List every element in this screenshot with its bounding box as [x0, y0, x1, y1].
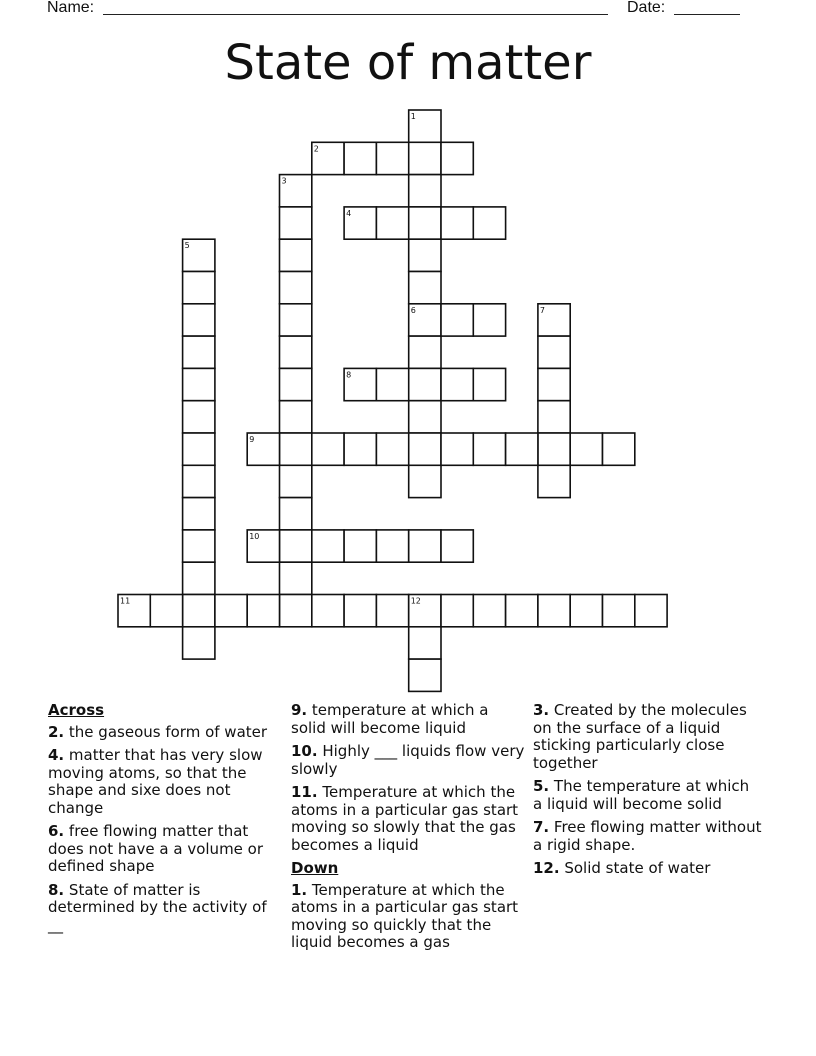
- name-label: Name:: [47, 0, 95, 16]
- grid-cell[interactable]: [473, 595, 505, 627]
- grid-cell[interactable]: [183, 401, 215, 433]
- clue-down-3: [533, 702, 763, 772]
- cell-number-label: 1: [410, 112, 416, 121]
- grid-cell[interactable]: [280, 433, 312, 465]
- clue-text: free flowing matter that does not have a a volume or defined shape: [48, 822, 264, 875]
- clues-column-1: [48, 702, 276, 940]
- cell-number-label: 4: [346, 208, 352, 218]
- clue-across-4: [48, 747, 276, 817]
- cell-number-label: 10: [249, 531, 260, 541]
- grid-cell[interactable]: [506, 433, 538, 465]
- clue-number: 1.: [291, 880, 308, 899]
- grid-cell[interactable]: [538, 368, 570, 400]
- grid-cell[interactable]: [538, 595, 570, 627]
- grid-cell[interactable]: [441, 142, 473, 174]
- cell-number-label: 7: [539, 305, 545, 315]
- grid-cell[interactable]: [376, 142, 408, 174]
- grid-cell[interactable]: [473, 304, 505, 336]
- clue-text: temperature at which a solid will become liquid: [291, 701, 489, 737]
- grid-cell[interactable]: [280, 465, 312, 497]
- cell-number-label: 3: [281, 176, 287, 186]
- page-title: State of matter: [224, 35, 592, 91]
- clue-number: 3.: [533, 701, 550, 719]
- clue-text: matter that has very slow moving atoms, so that the shape and sixe does not change: [48, 746, 263, 817]
- grid-cell[interactable]: [183, 368, 215, 400]
- date-label: Date:: [627, 0, 666, 16]
- grid-cell[interactable]: [280, 498, 312, 530]
- grid-cell[interactable]: [344, 433, 376, 465]
- grid-cell[interactable]: [183, 304, 215, 336]
- grid-cell[interactable]: [344, 530, 376, 562]
- grid-cell[interactable]: [409, 530, 441, 562]
- grid-cell[interactable]: [183, 498, 215, 530]
- cell-number-label: 5: [184, 241, 190, 251]
- clue-number: 10.: [291, 742, 318, 760]
- clue-text: The temperature at which a liquid will become solid: [533, 777, 750, 813]
- grid-cell[interactable]: [409, 465, 441, 497]
- clue-number: 4.: [48, 746, 65, 764]
- grid-cell[interactable]: [150, 595, 182, 627]
- clue-down-12: [533, 860, 763, 878]
- grid-cell[interactable]: [215, 595, 247, 627]
- grid-cell[interactable]: [280, 207, 312, 239]
- clue-text: Temperature at which the atoms in a particular gas start moving so slowly that the gas becomes a liquid: [291, 783, 519, 854]
- grid-cell[interactable]: [280, 368, 312, 400]
- grid-cell[interactable]: [183, 530, 215, 562]
- grid-cell[interactable]: [183, 562, 215, 594]
- clue-number: 6.: [48, 822, 65, 840]
- grid-cell[interactable]: [635, 595, 667, 627]
- grid-cell[interactable]: [312, 595, 344, 627]
- clue-text: Highly ___ liquids flow very slowly: [291, 742, 525, 778]
- clues-column-3: [533, 702, 763, 884]
- grid-cell[interactable]: [183, 627, 215, 659]
- grid-cell[interactable]: [280, 272, 312, 304]
- grid-cell[interactable]: [409, 433, 441, 465]
- grid-cell[interactable]: [280, 304, 312, 336]
- grid-cell[interactable]: [441, 368, 473, 400]
- grid-cell[interactable]: [603, 595, 635, 627]
- grid-cell[interactable]: [441, 433, 473, 465]
- grid-cell[interactable]: [183, 595, 215, 627]
- clue-across-2: [48, 724, 276, 742]
- grid-cell[interactable]: [409, 142, 441, 174]
- clue-number: 7.: [533, 818, 550, 836]
- grid-cell[interactable]: [376, 530, 408, 562]
- grid-cell[interactable]: [409, 272, 441, 304]
- clue-text: Free flowing matter without a rigid shape.: [533, 818, 762, 854]
- grid-cell[interactable]: [409, 239, 441, 271]
- grid-cell[interactable]: [538, 433, 570, 465]
- across-heading: Across: [48, 701, 105, 719]
- grid-cell[interactable]: [603, 433, 635, 465]
- clue-across-11: [291, 784, 525, 854]
- grid-cell[interactable]: [280, 336, 312, 368]
- clue-across-8: [48, 882, 276, 935]
- grid-cell[interactable]: [441, 304, 473, 336]
- grid-cell[interactable]: [280, 530, 312, 562]
- clue-across-9: [291, 702, 525, 737]
- clue-across-6: [48, 823, 276, 876]
- clue-text: Temperature at which the atoms in a particular gas start moving so quickly that the liquid becomes a gas: [291, 880, 519, 951]
- cell-number-label: 8: [346, 370, 352, 380]
- grid-cell[interactable]: [473, 368, 505, 400]
- grid-cell[interactable]: [409, 368, 441, 400]
- clue-text: Created by the molecules on the surface of a liquid sticking particularly close together: [533, 701, 747, 772]
- grid-cell[interactable]: [376, 207, 408, 239]
- grid-cell[interactable]: [344, 595, 376, 627]
- grid-cell[interactable]: [409, 336, 441, 368]
- grid-cell[interactable]: [183, 272, 215, 304]
- grid-cell[interactable]: [247, 595, 279, 627]
- clue-text: State of matter is determined by the activity of __: [48, 880, 267, 934]
- cell-number-label: 9: [249, 435, 255, 444]
- grid-cell[interactable]: [409, 659, 441, 691]
- clue-number: 9.: [291, 701, 308, 719]
- grid-cell[interactable]: [344, 142, 376, 174]
- grid-cell[interactable]: [409, 207, 441, 239]
- grid-cell[interactable]: [441, 595, 473, 627]
- clue-down-7: [533, 819, 763, 854]
- grid-cell[interactable]: [376, 368, 408, 400]
- clues-column-2: [291, 702, 525, 958]
- cell-number-label: 6: [410, 305, 416, 315]
- grid-cell[interactable]: [473, 207, 505, 239]
- grid-cell[interactable]: [538, 401, 570, 433]
- grid-cell[interactable]: [570, 433, 602, 465]
- clue-number: 2.: [48, 722, 65, 741]
- grid-cell[interactable]: [441, 530, 473, 562]
- clue-across-10: [291, 743, 525, 778]
- grid-cell[interactable]: [409, 175, 441, 207]
- clue-number: 5.: [533, 777, 550, 795]
- grid-cell[interactable]: [312, 530, 344, 562]
- cell-number-label: 11: [120, 596, 131, 606]
- grid-cell[interactable]: [538, 465, 570, 497]
- grid-cell[interactable]: [473, 433, 505, 465]
- grid-cell[interactable]: [409, 401, 441, 433]
- clue-number: 8.: [48, 880, 65, 899]
- grid-cell[interactable]: [280, 562, 312, 594]
- clue-down-1: [291, 882, 525, 952]
- clue-text: the gaseous form of water: [68, 722, 268, 741]
- down-heading: Down: [291, 859, 339, 877]
- grid-cell[interactable]: [538, 336, 570, 368]
- grid-cell[interactable]: [280, 239, 312, 271]
- grid-cell[interactable]: [280, 401, 312, 433]
- grid-cell[interactable]: [280, 595, 312, 627]
- grid-cell[interactable]: [312, 433, 344, 465]
- grid-cell[interactable]: [376, 595, 408, 627]
- clue-number: 12.: [533, 859, 560, 877]
- clue-number: 11.: [291, 783, 318, 801]
- cell-number-label: 2: [313, 144, 319, 154]
- grid-cell[interactable]: [183, 336, 215, 368]
- grid-cell[interactable]: [409, 627, 441, 659]
- grid-cell[interactable]: [376, 433, 408, 465]
- grid-cell[interactable]: [441, 207, 473, 239]
- grid-cell[interactable]: [183, 465, 215, 497]
- clue-down-5: [533, 778, 763, 813]
- cell-number-label: 12: [410, 596, 421, 606]
- grid-cell[interactable]: [570, 595, 602, 627]
- clue-text: Solid state of water: [564, 859, 711, 877]
- grid-cell[interactable]: [183, 433, 215, 465]
- grid-cell[interactable]: [506, 595, 538, 627]
